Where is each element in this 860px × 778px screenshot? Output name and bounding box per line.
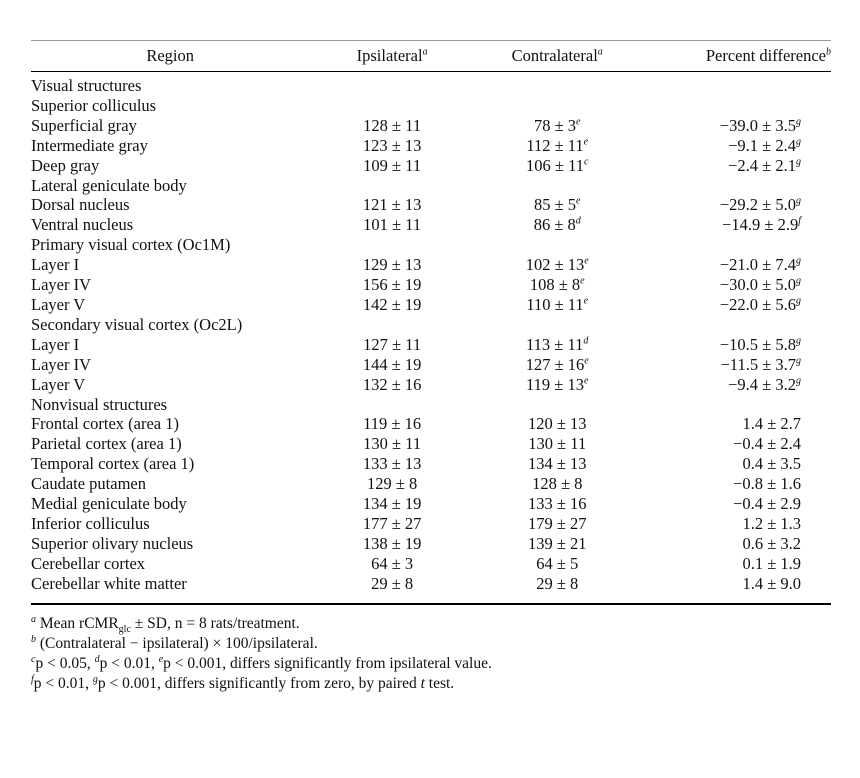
footnote-marker: a <box>422 46 428 58</box>
region-cell: Superficial gray <box>31 115 137 135</box>
percent-difference-cell: −14.9 ± 2.9$^f$ <box>722 215 801 235</box>
percent-difference-cell <box>640 235 831 255</box>
contralateral-cell <box>475 71 640 96</box>
region-cell: Superior colliculus <box>31 95 157 115</box>
percent-difference-cell: 1.2 ± 1.3 <box>742 513 801 533</box>
header-row <box>31 41 831 71</box>
column-header-percent-difference: Percent difference$^b$ <box>705 46 831 66</box>
contralateral-cell: 130 ± 11 <box>528 434 587 454</box>
region-cell: Layer V <box>31 294 86 314</box>
table-row <box>31 275 831 295</box>
footnote-marker: g <box>92 673 98 685</box>
footnote-c: $^c$p < 0.05, $^d$p < 0.01, $^e$p < 0.001, differs significantly from ipsilateral value. <box>31 653 492 672</box>
ipsilateral-cell: 121 ± 13 <box>362 195 422 215</box>
percent-difference-cell <box>640 176 831 196</box>
footnote-marker: f <box>31 673 34 685</box>
footnote-marker: e <box>583 136 589 148</box>
region-cell: Layer V <box>31 374 86 394</box>
ipsilateral-cell: 133 ± 13 <box>362 454 422 474</box>
footnote-marker: e <box>584 255 589 267</box>
contralateral-cell: 29 ± 8 <box>536 573 579 593</box>
percent-difference-cell: −2.4 ± 2.1$^g$ <box>728 155 801 175</box>
footnote-a: $^a$ Mean rCMR$_{glc}$ ± SD, n = 8 rats/treatment. <box>31 613 300 636</box>
column-header-ipsilateral: Ipsilateral$^a$ <box>356 46 428 66</box>
region-cell: Caudate putamen <box>31 474 147 494</box>
ipsilateral-cell: 127 ± 11 <box>363 334 422 354</box>
table-section-row <box>31 235 831 255</box>
ipsilateral-cell: 156 ± 19 <box>362 275 422 295</box>
contralateral-cell <box>475 395 640 415</box>
percent-difference-cell: −0.8 ± 1.6 <box>733 474 801 494</box>
region-cell: Cerebellar cortex <box>31 553 146 573</box>
contralateral-cell <box>475 96 640 116</box>
column-header-region: Region <box>146 46 194 66</box>
percent-difference-cell: −11.5 ± 3.7$^g$ <box>720 354 801 374</box>
footnote-marker: e <box>584 355 589 367</box>
region-cell: Layer IV <box>31 275 92 295</box>
footnote-marker: g <box>796 136 801 148</box>
percent-difference-cell: −30.0 ± 5.0$^g$ <box>719 275 801 295</box>
contralateral-cell: 128 ± 8 <box>532 474 583 494</box>
table-row <box>31 116 831 136</box>
percent-difference-cell: −21.0 ± 7.4$^g$ <box>719 255 801 275</box>
footnote-marker: g <box>796 355 801 367</box>
contralateral-cell: 120 ± 13 <box>527 414 587 434</box>
contralateral-cell: $102 \pm 13^e$ <box>525 255 589 275</box>
percent-difference-cell: −0.4 ± 2.9 <box>733 494 801 514</box>
percent-difference-cell: 0.4 ± 3.5 <box>742 454 801 474</box>
ipsilateral-cell <box>309 395 475 415</box>
results-table <box>31 41 831 594</box>
footnote-marker: e <box>576 195 581 207</box>
table-row <box>31 335 831 355</box>
region-cell: Medial geniculate body <box>31 494 187 514</box>
region-cell: Secondary visual cortex (Oc2L) <box>31 314 243 334</box>
footnote-marker: g <box>796 295 801 307</box>
contralateral-cell: $108 \pm 8^e$ <box>529 275 585 295</box>
table-row <box>31 195 831 215</box>
footnote-marker: g <box>796 335 801 347</box>
table-row <box>31 255 831 275</box>
table-row <box>31 514 831 534</box>
footnote-marker: e <box>158 653 164 665</box>
contralateral-cell: 139 ± 21 <box>527 533 587 553</box>
table-section-row <box>31 315 831 335</box>
table-section-row <box>31 71 831 96</box>
table-row <box>31 156 831 176</box>
region-cell: Inferior colliculus <box>31 513 150 533</box>
footnote-marker: g <box>796 156 801 168</box>
percent-difference-cell <box>640 96 831 116</box>
percent-difference-cell: −0.4 ± 2.4 <box>733 434 801 454</box>
ipsilateral-cell: 109 ± 11 <box>363 155 422 175</box>
ipsilateral-cell <box>309 235 475 255</box>
table-row <box>31 355 831 375</box>
region-cell: Frontal cortex (area 1) <box>31 414 179 434</box>
footnote-marker: c <box>31 653 36 665</box>
percent-difference-cell: −22.0 ± 5.6$^g$ <box>719 294 801 314</box>
region-cell: Ventral nucleus <box>31 215 134 235</box>
percent-difference-cell: −10.5 ± 5.8$^g$ <box>719 334 801 354</box>
table-row <box>31 136 831 156</box>
region-cell: Nonvisual structures <box>31 394 168 414</box>
region-cell: Temporal cortex (area 1) <box>31 454 195 474</box>
footnote-marker: e <box>583 375 589 387</box>
contralateral-cell <box>475 315 640 335</box>
footnote-marker: d <box>94 653 100 665</box>
percent-difference-cell: 0.1 ± 1.9 <box>742 553 801 573</box>
contralateral-cell: 133 ± 16 <box>527 494 587 514</box>
ipsilateral-cell: 177 ± 27 <box>362 513 422 533</box>
ipsilateral-cell: 138 ± 19 <box>362 533 422 553</box>
region-cell: Layer I <box>31 334 80 354</box>
ipsilateral-cell: 134 ± 19 <box>362 494 422 514</box>
contralateral-cell: $78 \pm 3^e$ <box>533 115 581 135</box>
footnote-marker: g <box>796 375 801 387</box>
region-cell: Superior olivary nucleus <box>31 533 194 553</box>
contralateral-cell: $112 \pm 11^e$ <box>526 135 589 155</box>
footnote-marker: a <box>597 46 603 58</box>
percent-difference-cell <box>640 315 831 335</box>
contralateral-cell <box>475 176 640 196</box>
footnote-marker: a <box>31 613 36 625</box>
footnote-f: $^f$p < 0.01, $^g$p < 0.001, differs significantly from zero, by paired t test. <box>31 673 455 692</box>
region-cell: Parietal cortex (area 1) <box>31 434 182 454</box>
contralateral-cell: $113 \pm 11^d$ <box>526 334 589 354</box>
table-section-row <box>31 96 831 116</box>
percent-difference-cell: 1.4 ± 9.0 <box>742 573 801 593</box>
percent-difference-cell: −29.2 ± 5.0$^g$ <box>719 195 801 215</box>
table-row <box>31 434 831 454</box>
table-row <box>31 414 831 434</box>
footnote-marker: c <box>583 156 589 168</box>
footnote-marker: e <box>576 116 581 128</box>
footnote-b: $^b$ (Contralateral − ipsilateral) × 100/ipsilateral. <box>31 633 318 652</box>
contralateral-cell <box>475 235 640 255</box>
region-cell: Layer I <box>31 255 80 275</box>
percent-difference-cell: −39.0 ± 3.5$^g$ <box>719 115 801 135</box>
ipsilateral-cell <box>309 96 475 116</box>
ipsilateral-cell: 144 ± 19 <box>362 354 422 374</box>
table-row <box>31 574 831 594</box>
percent-difference-cell: −9.4 ± 3.2$^g$ <box>728 374 801 394</box>
contralateral-cell: 64 ± 5 <box>536 553 579 573</box>
ipsilateral-cell <box>309 315 475 335</box>
ipsilateral-cell: 101 ± 11 <box>363 215 422 235</box>
ipsilateral-cell: 29 ± 8 <box>371 573 414 593</box>
contralateral-cell: $106 \pm 11^c$ <box>526 155 589 175</box>
contralateral-cell: $86 \pm 8^d$ <box>533 215 581 235</box>
footnote-marker: g <box>796 195 801 207</box>
region-cell: Intermediate gray <box>31 135 148 155</box>
region-cell: Dorsal nucleus <box>31 195 130 215</box>
table-row <box>31 295 831 315</box>
table-body <box>31 71 831 594</box>
region-cell: Deep gray <box>31 155 100 175</box>
table-row <box>31 554 831 574</box>
percent-difference-cell <box>640 395 831 415</box>
ipsilateral-cell: 119 ± 16 <box>363 414 422 434</box>
table-row <box>31 454 831 474</box>
footnote-marker: d <box>583 335 589 347</box>
table-section-row <box>31 395 831 415</box>
table-row <box>31 375 831 395</box>
ipsilateral-cell: 132 ± 16 <box>362 374 422 394</box>
footnote-marker: b <box>826 46 831 58</box>
ipsilateral-cell: 123 ± 13 <box>362 135 422 155</box>
percent-difference-cell <box>640 71 831 96</box>
region-cell: Visual structures <box>31 76 142 95</box>
ipsilateral-cell <box>309 71 475 96</box>
ipsilateral-cell: 129 ± 8 <box>366 474 418 494</box>
percent-difference-cell: −9.1 ± 2.4$^g$ <box>728 135 801 155</box>
table-section-row <box>31 176 831 196</box>
contralateral-cell: $127 \pm 16^e$ <box>525 354 589 374</box>
contralateral-cell: 179 ± 27 <box>527 513 587 533</box>
percent-difference-cell: 1.4 ± 2.7 <box>742 414 801 434</box>
percent-difference-cell: 0.6 ± 3.2 <box>742 533 801 553</box>
contralateral-cell: $85 \pm 5^e$ <box>533 195 581 215</box>
footnote-marker: g <box>796 275 801 287</box>
contralateral-cell: 134 ± 13 <box>527 454 587 474</box>
footnote-marker: g <box>796 255 801 267</box>
ipsilateral-cell: 142 ± 19 <box>362 294 422 314</box>
footnote-marker: f <box>798 215 801 227</box>
footnote-marker: d <box>575 215 581 227</box>
bottom-rule <box>31 603 831 605</box>
table-row <box>31 215 831 235</box>
contralateral-cell: $119 \pm 13^e$ <box>526 374 589 394</box>
region-cell: Cerebellar white matter <box>31 573 187 593</box>
footnote-marker: e <box>580 275 585 287</box>
table-row <box>31 494 831 514</box>
footnotes <box>31 614 831 694</box>
region-cell: Lateral geniculate body <box>31 175 187 195</box>
footnote-marker: e <box>583 295 589 307</box>
ipsilateral-cell: 128 ± 11 <box>363 115 422 135</box>
footnote-marker: b <box>31 633 36 645</box>
ipsilateral-cell: 130 ± 11 <box>363 434 422 454</box>
ipsilateral-cell <box>309 176 475 196</box>
ipsilateral-cell: 129 ± 13 <box>362 255 422 275</box>
table-row <box>31 474 831 494</box>
region-cell: Primary visual cortex (Oc1M) <box>31 235 231 255</box>
column-header-contralateral: Contralateral$^a$ <box>511 46 603 66</box>
ipsilateral-cell: 64 ± 3 <box>371 553 414 573</box>
footnote-marker: g <box>796 116 801 128</box>
region-cell: Layer IV <box>31 354 92 374</box>
table-row <box>31 534 831 554</box>
contralateral-cell: $110 \pm 11^e$ <box>526 294 589 314</box>
